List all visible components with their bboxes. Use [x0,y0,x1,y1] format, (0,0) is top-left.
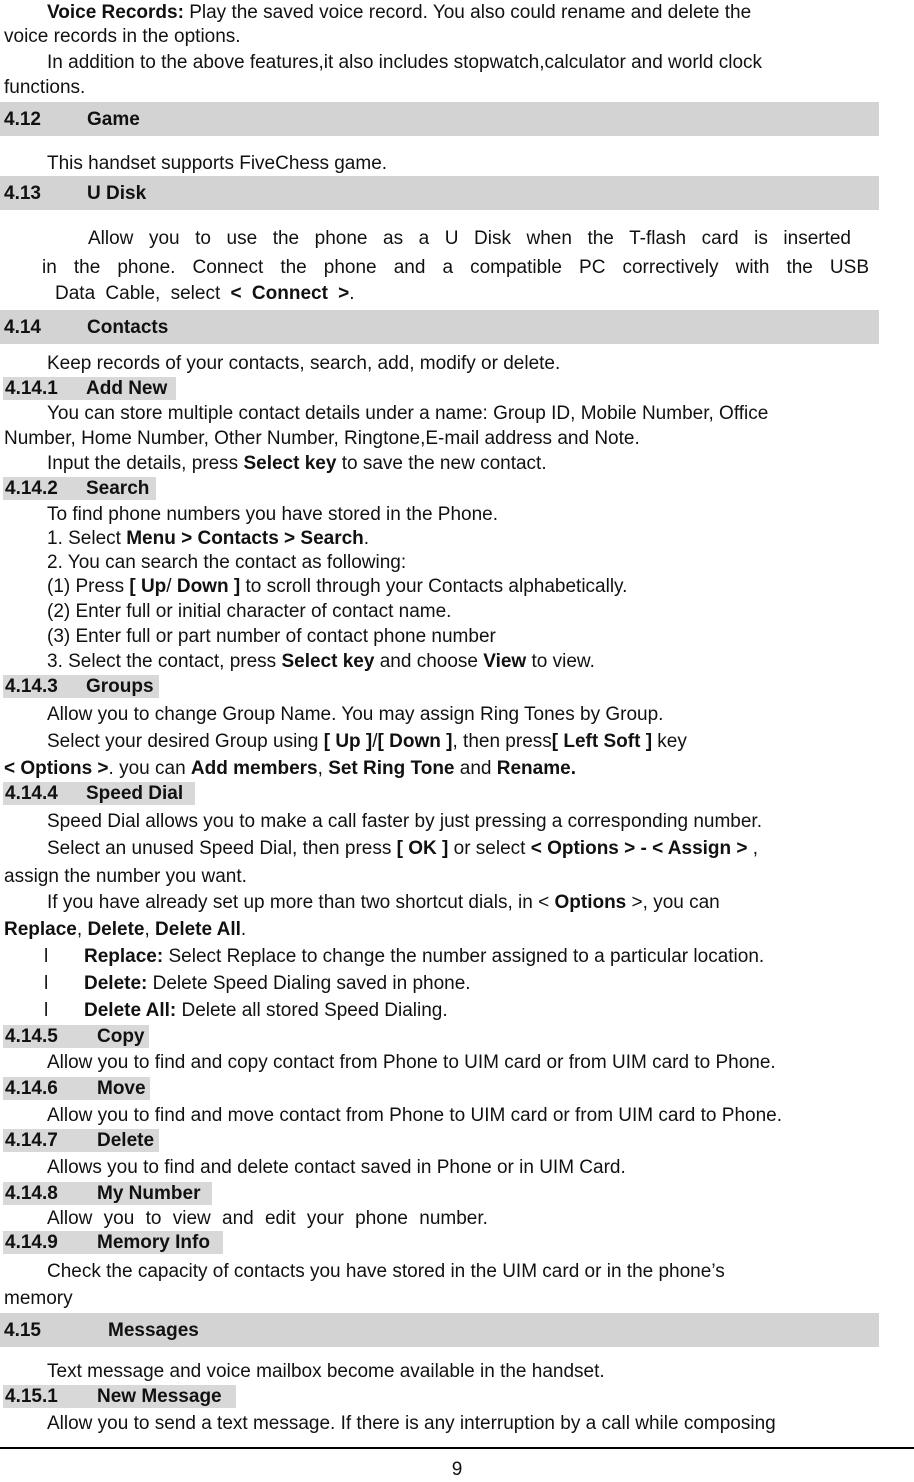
speed-dial-line-2: Select an unused Speed Dial, then press [ OK ] or select < Options > - < Assign > , [47,838,759,859]
groups-line-1: Allow you to change Group Name. You may assign Ring Tones by Group. [47,704,664,725]
subsection-title: Move [97,1078,146,1099]
subsection-header-search [3,477,156,500]
subsection-number: 4.14.6 [5,1078,58,1099]
subsection-header-add-new [3,377,176,400]
groups-line-3: < Options >. you can Add members, Set Ring Tone and Rename. [4,758,576,779]
subsection-number: 4.14.8 [5,1183,58,1204]
addition-line: In addition to the above features,it also includes stopwatch,calculator and world clock [47,52,763,73]
add-new-line-1: You can store multiple contact details under a name: Group ID, Mobile Number, Office [47,403,769,424]
subsection-header-groups [3,675,159,698]
search-line-3: 2. You can search the contact as following: [47,552,407,573]
subsection-title: Groups [86,676,154,697]
search-line-6: (3) Enter full or part number of contact phone number [47,626,496,647]
search-line-4: (1) Press [ Up/ Down ] to scroll through your Contacts alphabetically. [47,576,628,597]
subsection-title: Search [86,478,150,499]
addition-cont: functions. [4,77,86,98]
bullet-marker: l [44,946,49,967]
subsection-title: Memory Info [97,1232,210,1253]
section-title: Messages [108,1320,199,1341]
subsection-header-copy [3,1025,149,1048]
subsection-number: 4.14.1 [5,378,58,399]
messages-text: Text message and voice mailbox become available in the handset. [47,1361,605,1382]
subsection-header-delete [3,1129,159,1152]
subsection-title: Add New [86,378,168,399]
speed-dial-line-1: Speed Dial allows you to make a call faster by just pressing a corresponding number. [47,811,762,832]
subsection-title: Speed Dial [86,783,184,804]
section-header-u-disk [0,176,879,210]
subsection-header-my-number [3,1182,212,1205]
subsection-number: 4.14.9 [5,1232,58,1253]
footer-rule [0,1447,914,1449]
section-title: U Disk [87,183,147,204]
search-line-1: To find phone numbers you have stored in the Phone. [47,504,499,525]
section-header-game [0,102,879,136]
memory-info-line-2: memory [4,1288,73,1309]
subsection-number: 4.14.7 [5,1130,58,1151]
subsection-header-memory-info [3,1231,223,1254]
move-text: Allow you to find and move contact from Phone to UIM card or from UIM card to Phone. [47,1105,782,1126]
section-title: Game [87,109,140,130]
speed-dial-line-4: If you have already set up more than two shortcut dials, in < Options >, you can [47,892,720,913]
u-disk-line-1: Allow you to use the phone as a U Disk when the T-flash card is inserted [88,228,851,249]
groups-line-2: Select your desired Group using [ Up ]/[ Down ], then press[ Left Soft ] key [47,731,687,752]
section-number: 4.14 [4,317,41,338]
add-new-line-2: Number, Home Number, Other Number, Ringtone,E-mail address and Note. [4,428,640,449]
speed-dial-line-3: assign the number you want. [4,866,247,887]
bullet-replace: Replace: Select Replace to change the number assigned to a particular location. [84,946,765,967]
subsection-title: Delete [97,1130,155,1151]
add-new-line-3: Input the details, press Select key to save the new contact. [47,453,547,474]
page-number: 9 [451,1459,463,1480]
bullet-delete: Delete: Delete Speed Dialing saved in phone. [84,973,471,994]
voice-records-line: Voice Records: Play the saved voice record. You also could rename and delete the [47,2,752,23]
subsection-number: 4.14.5 [5,1026,58,1047]
contacts-text: Keep records of your contacts, search, add, modify or delete. [47,353,561,374]
game-text: This handset supports FiveChess game. [47,153,388,174]
section-header-messages [0,1313,879,1347]
delete-text: Allows you to find and delete contact saved in Phone or in UIM Card. [47,1157,626,1178]
section-number: 4.12 [4,109,41,130]
new-message-text: Allow you to send a text message. If there is any interruption by a call while composing [47,1413,776,1434]
subsection-title: My Number [97,1183,201,1204]
memory-info-line-1: Check the capacity of contacts you have stored in the UIM card or in the phone’s [47,1261,725,1282]
subsection-number: 4.14.4 [5,783,58,804]
bullet-marker: l [44,1000,49,1021]
subsection-title: Copy [97,1026,145,1047]
section-number: 4.15 [4,1320,41,1341]
subsection-number: 4.15.1 [5,1386,58,1407]
subsection-title: New Message [97,1386,222,1407]
search-line-2: 1. Select Menu > Contacts > Search. [47,528,370,549]
subsection-number: 4.14.3 [5,676,58,697]
search-line-5: (2) Enter full or initial character of contact name. [47,601,452,622]
section-header-contacts [0,310,879,344]
search-line-7: 3. Select the contact, press Select key and choose View to view. [47,651,595,672]
subsection-header-move [3,1077,150,1100]
voice-records-cont: voice records in the options. [4,26,241,47]
copy-text: Allow you to find and copy contact from Phone to UIM card or from UIM card to Phone. [47,1052,776,1073]
subsection-header-new-message [3,1385,236,1408]
u-disk-line-3: Data Cable, select < Connect >. [55,283,355,304]
bullet-marker: l [44,973,49,994]
section-number: 4.13 [4,183,41,204]
my-number-text: Allow you to view and edit your phone number. [47,1208,488,1229]
bullet-delete-all: Delete All: Delete all stored Speed Dialing. [84,1000,448,1021]
speed-dial-line-5: Replace, Delete, Delete All. [4,919,247,940]
subsection-number: 4.14.2 [5,478,58,499]
section-title: Contacts [87,317,169,338]
u-disk-line-2: in the phone. Connect the phone and a compatible PC correctively with the USB [42,257,869,278]
subsection-header-speed-dial [3,782,195,805]
